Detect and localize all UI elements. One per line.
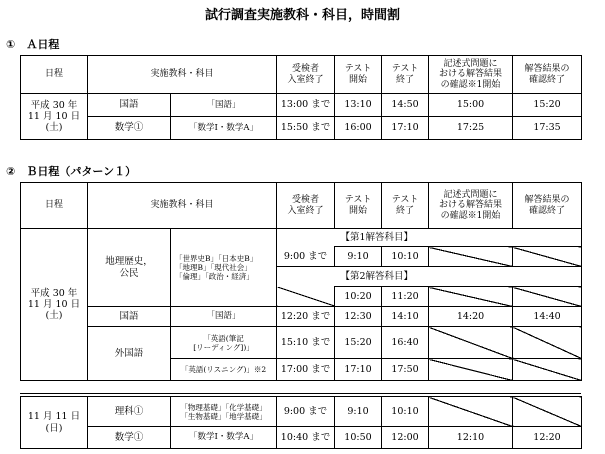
page-title: 試行調査実施教科・科目，時間割 xyxy=(204,8,400,23)
header-end: テスト 終了 xyxy=(382,56,429,94)
not-applicable xyxy=(429,327,513,359)
header-result-check: 解答結果の 確認終了 xyxy=(513,56,582,94)
detail-math: 「数学Ⅰ・数学A」 xyxy=(171,427,277,449)
detail-english-listening: 「英語(リスニング)」※2 xyxy=(171,359,277,381)
subject-foreign-language: 外国語 xyxy=(88,327,171,381)
desc-time: 15:00 xyxy=(429,94,513,117)
date-cell-b-day2: 11 月 11 日 (日) xyxy=(21,397,88,449)
header-date: 日程 xyxy=(21,183,88,229)
entry-time: 15:50 まで xyxy=(277,117,335,140)
not-applicable xyxy=(429,359,513,381)
entry-time: 13:00 まで xyxy=(277,94,335,117)
day-divider xyxy=(20,393,581,397)
desc-time: 14:20 xyxy=(429,307,513,327)
header-entry: 受検者 入室終了 xyxy=(277,183,335,229)
result-time: 17:35 xyxy=(513,117,582,140)
header-desc-check: 記述式問題に おける解答結果 の確認※1開始 xyxy=(429,56,513,94)
not-applicable xyxy=(513,359,582,381)
result-time: 14:40 xyxy=(513,307,582,327)
date-cell-b-day1: 平成 30 年 11 月 10 日 (土) xyxy=(21,229,88,381)
detail-english-reading: 「英語(筆記 [リーディング])」 xyxy=(171,327,277,359)
end-time: 14:10 xyxy=(382,307,429,327)
not-applicable xyxy=(429,397,513,427)
end-time: 17:50 xyxy=(382,359,429,381)
header-date: 日程 xyxy=(21,56,88,94)
entry-time: 9:00 まで xyxy=(277,397,335,427)
result-time: 12:20 xyxy=(513,427,582,449)
end-time: 10:10 xyxy=(382,397,429,427)
not-applicable xyxy=(513,287,582,307)
detail-science: 「物理基礎」「化学基礎」 「生物基礎」「地学基礎」 xyxy=(171,397,277,427)
start-time: 10:20 xyxy=(335,287,382,307)
not-applicable xyxy=(513,397,582,427)
header-result-check: 解答結果の 確認終了 xyxy=(513,183,582,229)
subject-kokugo: 国語 xyxy=(88,94,171,117)
header-start: テスト 開始 xyxy=(335,56,382,94)
start-time: 9:10 xyxy=(335,247,382,267)
header-end: テスト 終了 xyxy=(382,183,429,229)
subject-math: 数学① xyxy=(88,117,171,140)
end-time: 14:50 xyxy=(382,94,429,117)
start-time: 15:20 xyxy=(335,327,382,359)
not-applicable xyxy=(513,327,582,359)
not-applicable xyxy=(513,247,582,267)
date-cell-a: 平成 30 年 11 月 10 日 (土) xyxy=(21,94,88,140)
start-time: 10:50 xyxy=(335,427,382,449)
entry-time: 17:00 まで xyxy=(277,359,335,381)
start-time: 16:00 xyxy=(335,117,382,140)
end-time: 11:20 xyxy=(382,287,429,307)
start-time: 17:10 xyxy=(335,359,382,381)
header-desc-check: 記述式問題に おける解答結果 の確認※1開始 xyxy=(429,183,513,229)
detail-kokugo: 「国語」 xyxy=(171,307,277,327)
detail-geo-civics: 「世界史B」「日本史B」 「地理B」「現代社会」 「倫理」「政治・経済」 xyxy=(171,229,277,307)
schedule-table-b-day2 xyxy=(20,396,582,449)
not-applicable xyxy=(429,287,513,307)
schedule-table-a xyxy=(20,55,582,140)
section-a-label: ① Ａ日程 xyxy=(6,38,60,51)
detail-kokugo: 「国語」 xyxy=(171,94,277,117)
header-subject: 実施教科・科目 xyxy=(88,56,277,94)
subject-geo-civics: 地理歴史， 公民 xyxy=(88,229,171,307)
not-applicable xyxy=(429,247,513,267)
subject-science: 理科① xyxy=(88,397,171,427)
detail-math: 「数学Ⅰ・数学A」 xyxy=(171,117,277,140)
desc-time: 12:10 xyxy=(429,427,513,449)
section-b-label: ② Ｂ日程（パターン１） xyxy=(6,165,137,178)
desc-time: 17:25 xyxy=(429,117,513,140)
start-time: 9:10 xyxy=(335,397,382,427)
subject-kokugo: 国語 xyxy=(88,307,171,327)
entry-time: 10:40 まで xyxy=(277,427,335,449)
result-time: 15:20 xyxy=(513,94,582,117)
header-start: テスト 開始 xyxy=(335,183,382,229)
entry-time: 12:20 まで xyxy=(277,307,335,327)
answer-1-label: 【第1解答科目】 xyxy=(335,229,582,247)
answer-2-label: 【第2解答科目】 xyxy=(335,267,582,287)
end-time: 12:00 xyxy=(382,427,429,449)
start-time: 13:10 xyxy=(335,94,382,117)
end-time: 17:10 xyxy=(382,117,429,140)
subject-math: 数学① xyxy=(88,427,171,449)
not-applicable xyxy=(277,287,335,307)
end-time: 10:10 xyxy=(382,247,429,267)
start-time: 12:30 xyxy=(335,307,382,327)
schedule-table-b xyxy=(20,182,582,381)
header-entry: 受検者 入室終了 xyxy=(277,56,335,94)
entry-time: 15:10 まで xyxy=(277,327,335,359)
end-time: 16:40 xyxy=(382,327,429,359)
header-subject: 実施教科・科目 xyxy=(88,183,277,229)
entry-time: 9:00 まで xyxy=(277,247,335,267)
